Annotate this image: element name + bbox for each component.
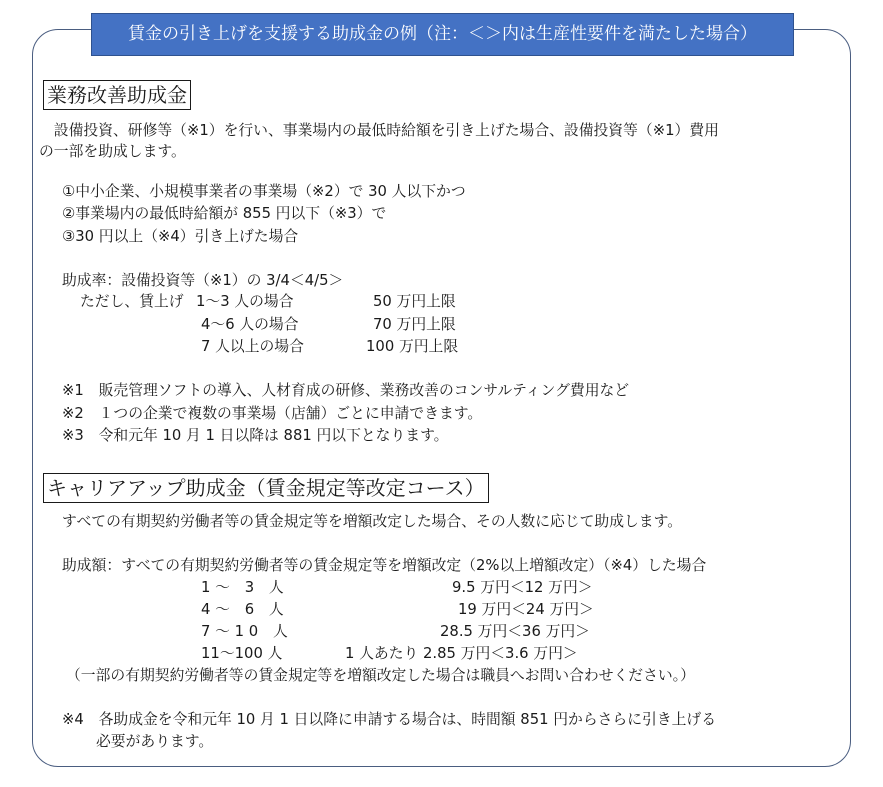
page-title: 賃金の引き上げを支援する助成金の例（注：＜＞内は生産性要件を満たした場合） xyxy=(91,13,794,56)
section-heading-gyomu-kaizen: 業務改善助成金 xyxy=(43,80,191,110)
limit-amount: 100 万円上限 xyxy=(366,338,459,355)
limit-people: 7 人以上の場合 xyxy=(201,338,304,355)
intro-text-line: 設備投資、研修等（※1）を行い、事業場内の最低時給額を引き上げた場合、設備投資等（※1）費用 xyxy=(39,122,719,139)
limit-people: 1～3 人の場合 xyxy=(196,293,294,310)
section-heading-career-up: キャリアアップ助成金（賃金規定等改定コース） xyxy=(43,473,489,503)
subsidy-people: 11～100 人 xyxy=(201,645,283,662)
subsidy-people: 1 ～ 3 人 xyxy=(201,579,284,596)
subsidy-amount: 19 万円＜24 万円＞ xyxy=(458,601,594,618)
condition-item: ②事業場内の最低時給額が 855 円以下（※3）で xyxy=(62,205,387,222)
subsidy-amount: 1 人あたり 2.85 万円＜3.6 万円＞ xyxy=(345,645,578,662)
amount-line: 助成額：すべての有期契約労働者等の賃金規定等を増額改定（2%以上増額改定）（※4）した場合 xyxy=(62,557,707,574)
condition-item: ①中小企業、小規模事業者の事業場（※2）で 30 人以下かつ xyxy=(62,183,466,200)
footnote: ※4 各助成金を令和元年 10 月 1 日以降に申請する場合は、時間額 851 円からさらに引き上げる xyxy=(62,711,717,728)
subsidy-amount: 9.5 万円＜12 万円＞ xyxy=(452,579,593,596)
footnote: ※2 １つの企業で複数の事業場（店舗）ごとに申請できます。 xyxy=(62,405,483,422)
rate-line: 助成率：設備投資等（※1）の 3/4＜4/5＞ xyxy=(62,272,344,289)
condition-item: ③30 円以上（※4）引き上げた場合 xyxy=(62,228,299,245)
footnote: ※1 販売管理ソフトの導入、人材育成の研修、業務改善のコンサルティング費用など xyxy=(62,382,630,399)
partial-note: （一部の有期契約労働者等の賃金規定等を増額改定した場合は職員へお問い合わせください。） xyxy=(66,667,695,684)
footnote: ※3 令和元年 10 月 1 日以降は 881 円以下となります。 xyxy=(62,427,449,444)
limit-amount: 50 万円上限 xyxy=(373,293,456,310)
subsidy-people: 7 ～ 1 0 人 xyxy=(201,623,288,640)
subsidy-people: 4 ～ 6 人 xyxy=(201,601,284,618)
footnote: 必要があります。 xyxy=(96,733,214,750)
subsidy-amount: 28.5 万円＜36 万円＞ xyxy=(440,623,590,640)
limit-amount: 70 万円上限 xyxy=(373,316,456,333)
limit-prefix: ただし、賃上げ xyxy=(80,293,184,310)
limit-people: 4～6 人の場合 xyxy=(201,316,299,333)
intro-text-line: の一部を助成します。 xyxy=(39,143,186,160)
intro-text-line: すべての有期契約労働者等の賃金規定等を増額改定した場合、その人数に応じて助成します。 xyxy=(62,513,682,530)
